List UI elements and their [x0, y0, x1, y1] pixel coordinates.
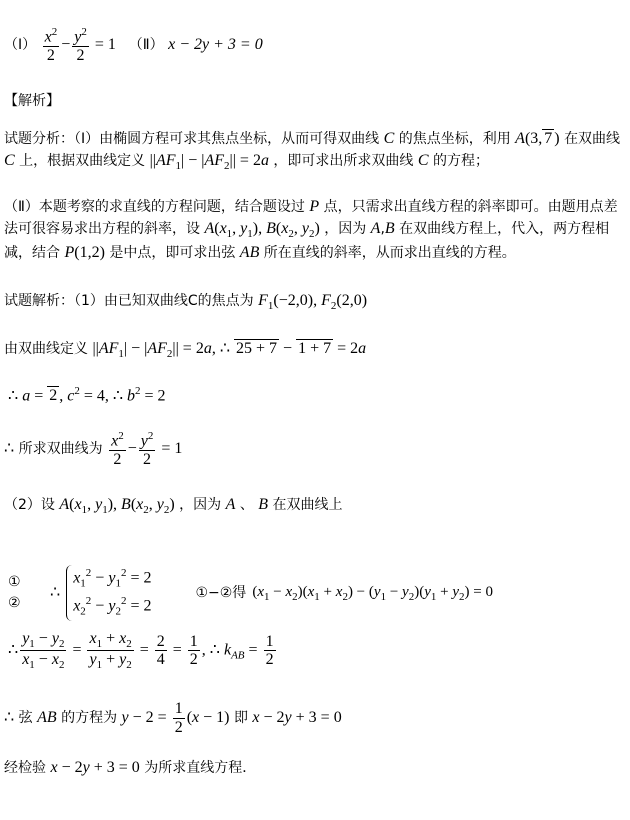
point-P-math: P(1,2)	[64, 243, 105, 261]
solution-text: 所求双曲线为	[18, 440, 103, 457]
line-equation: x − 2y + 3 = 0	[168, 35, 263, 53]
solution-line-4: ∴ 所求双曲线为 $\frac{x^2}{2}$ − $\frac{y^2}{2}$ = 1	[4, 430, 183, 468]
equation-marker-1: ①	[8, 574, 21, 591]
solution-text: 试题解析：（1）由已知双曲线C的焦点为	[4, 293, 254, 309]
point-A-math: A(3, 7 )	[515, 130, 560, 147]
analysis-text: 所在直线的斜率，从而求出直线的方程。	[263, 244, 516, 261]
subtract-label: ①−②得	[195, 584, 247, 601]
analysis-text: （Ⅱ）本题考察的求直线的方程问题，结合题设过	[4, 199, 305, 215]
analysis-text: 是中点，即可求出弦	[109, 244, 236, 261]
section-title: 【解析】	[4, 93, 60, 109]
solution-text: 在双曲线上	[272, 497, 343, 513]
solution-text: 由双曲线定义	[4, 341, 88, 357]
definition-calc-math: $||AF_1| - |AF_2|| = 2a$, ∴ 25 + 7 − 1 + 7 = 2a	[92, 340, 367, 361]
solution-text: 经检验	[4, 760, 46, 776]
solution-line-3: ∴ a = 2 , $c^2 = 4$, ∴ $b^2 = 2$	[8, 385, 166, 405]
analysis-text: 点，只需求出直线方程的斜率即可。由题用点差法可很容易求出方程的斜率，设	[4, 199, 618, 237]
equation-marker-2: ②	[8, 595, 21, 612]
solution-line-5: （2）设 $A(x_1$, $y_1$), $B(x_2$, $y_2$) ，因为 A 、 B 在双曲线上	[4, 496, 343, 517]
analysis-text: 在双曲线方程上，代入，两方程相减，结合	[4, 220, 610, 261]
analysis-text: 的焦点坐标，利用	[398, 131, 511, 147]
solution-text: 的方程为	[61, 709, 118, 726]
solution-line-8: ∴ 弦 AB 的方程为 y − 2 = $\frac{1}{2}$ (x − 1) 即 x − 2y + 3 = 0	[4, 700, 342, 736]
answer-line	[4, 26, 626, 65]
foci-math: $F_1(-2,0)$, $F_2(2,0)$	[258, 292, 368, 313]
solution-text: 即	[233, 709, 248, 726]
analysis-text: 的方程；	[432, 152, 489, 169]
analysis-text: 试题分析：（Ⅰ）由椭圆方程可求其焦点坐标，从而可得双曲线	[4, 131, 380, 147]
analysis-text: 上，根据双曲线定义	[19, 152, 146, 169]
analysis-text: ，即可求出所求双曲线	[273, 152, 414, 169]
analysis-text: 在双曲线	[564, 131, 621, 147]
analysis-paragraph-2: （Ⅱ）本题考察的求直线的方程问题，结合题设过 P 点，只需求出直线方程的斜率即可。由题用点差法可很容易求出方程的斜率，设 $A(x_1$, $y_1$), $B(x_2$, $y_2$) ，因为 A,B 在双曲线方程上，代入，两方程相减，结合 P(1,2) 是中点，即可求出弦 AB 所在直线的斜率，从而求出直线的方程。	[4, 198, 618, 261]
solution-text: ，因为	[179, 497, 222, 513]
hyperbola-equation: $\frac{x^2}{2}$ − $\frac{y^2}{2}$ = 1	[44, 26, 120, 64]
definition-math: $||AF_1| - |AF_2|| = 2a$	[149, 151, 269, 172]
solution-text: （2）设	[4, 497, 55, 513]
equation-system: $x_1^2 - y_1^2 = 2$ $x_2^2 - y_2^2 = 2$	[66, 565, 151, 621]
solution-text: 、	[239, 497, 254, 513]
answer-label-1: （Ⅰ）	[4, 36, 37, 53]
system-block: ① ② ∴ $x_1^2 - y_1^2 = 2$ $x_2^2 - y_2^2 = 2$ ①−②得 $(x_1 - x_2)(x_1 + x_2) - (y_1 - y_2)(y_1 + y_2) = 0$	[8, 565, 626, 621]
final-line: 经检验 x − 2y + 3 = 0 为所求直线方程．	[4, 759, 257, 776]
solution-line-1	[4, 290, 626, 314]
answer-label-2: （Ⅱ）	[128, 36, 164, 53]
analysis-text: ，因为	[324, 220, 367, 237]
points-AB-math: $A(x_1$, $y_1$), $B(x_2$, $y_2$)	[204, 219, 320, 240]
solution-text: 为所求直线方程．	[144, 760, 257, 776]
solution-line-2	[4, 338, 626, 362]
solution-text: 弦	[18, 709, 33, 726]
slope-line: ∴ $\frac{y_1 - y_2}{x_1 - x_2}$ = $\frac{x_1 + x_2}{y_1 + y_2}$ = $\frac{2}{4}$ = $\frac{1}{2}$ , ∴ $k_{AB}$ = $\frac{1}{2}$	[8, 630, 274, 672]
analysis-paragraph-1: 试题分析：（Ⅰ）由椭圆方程可求其焦点坐标，从而可得双曲线 C 的焦点坐标，利用 A(3, 7 ) 在双曲线 C 上，根据双曲线定义 $||AF_1| - |AF_2|| = 2a$ ，即可求出所求双曲线 C 的方程；	[4, 130, 621, 172]
